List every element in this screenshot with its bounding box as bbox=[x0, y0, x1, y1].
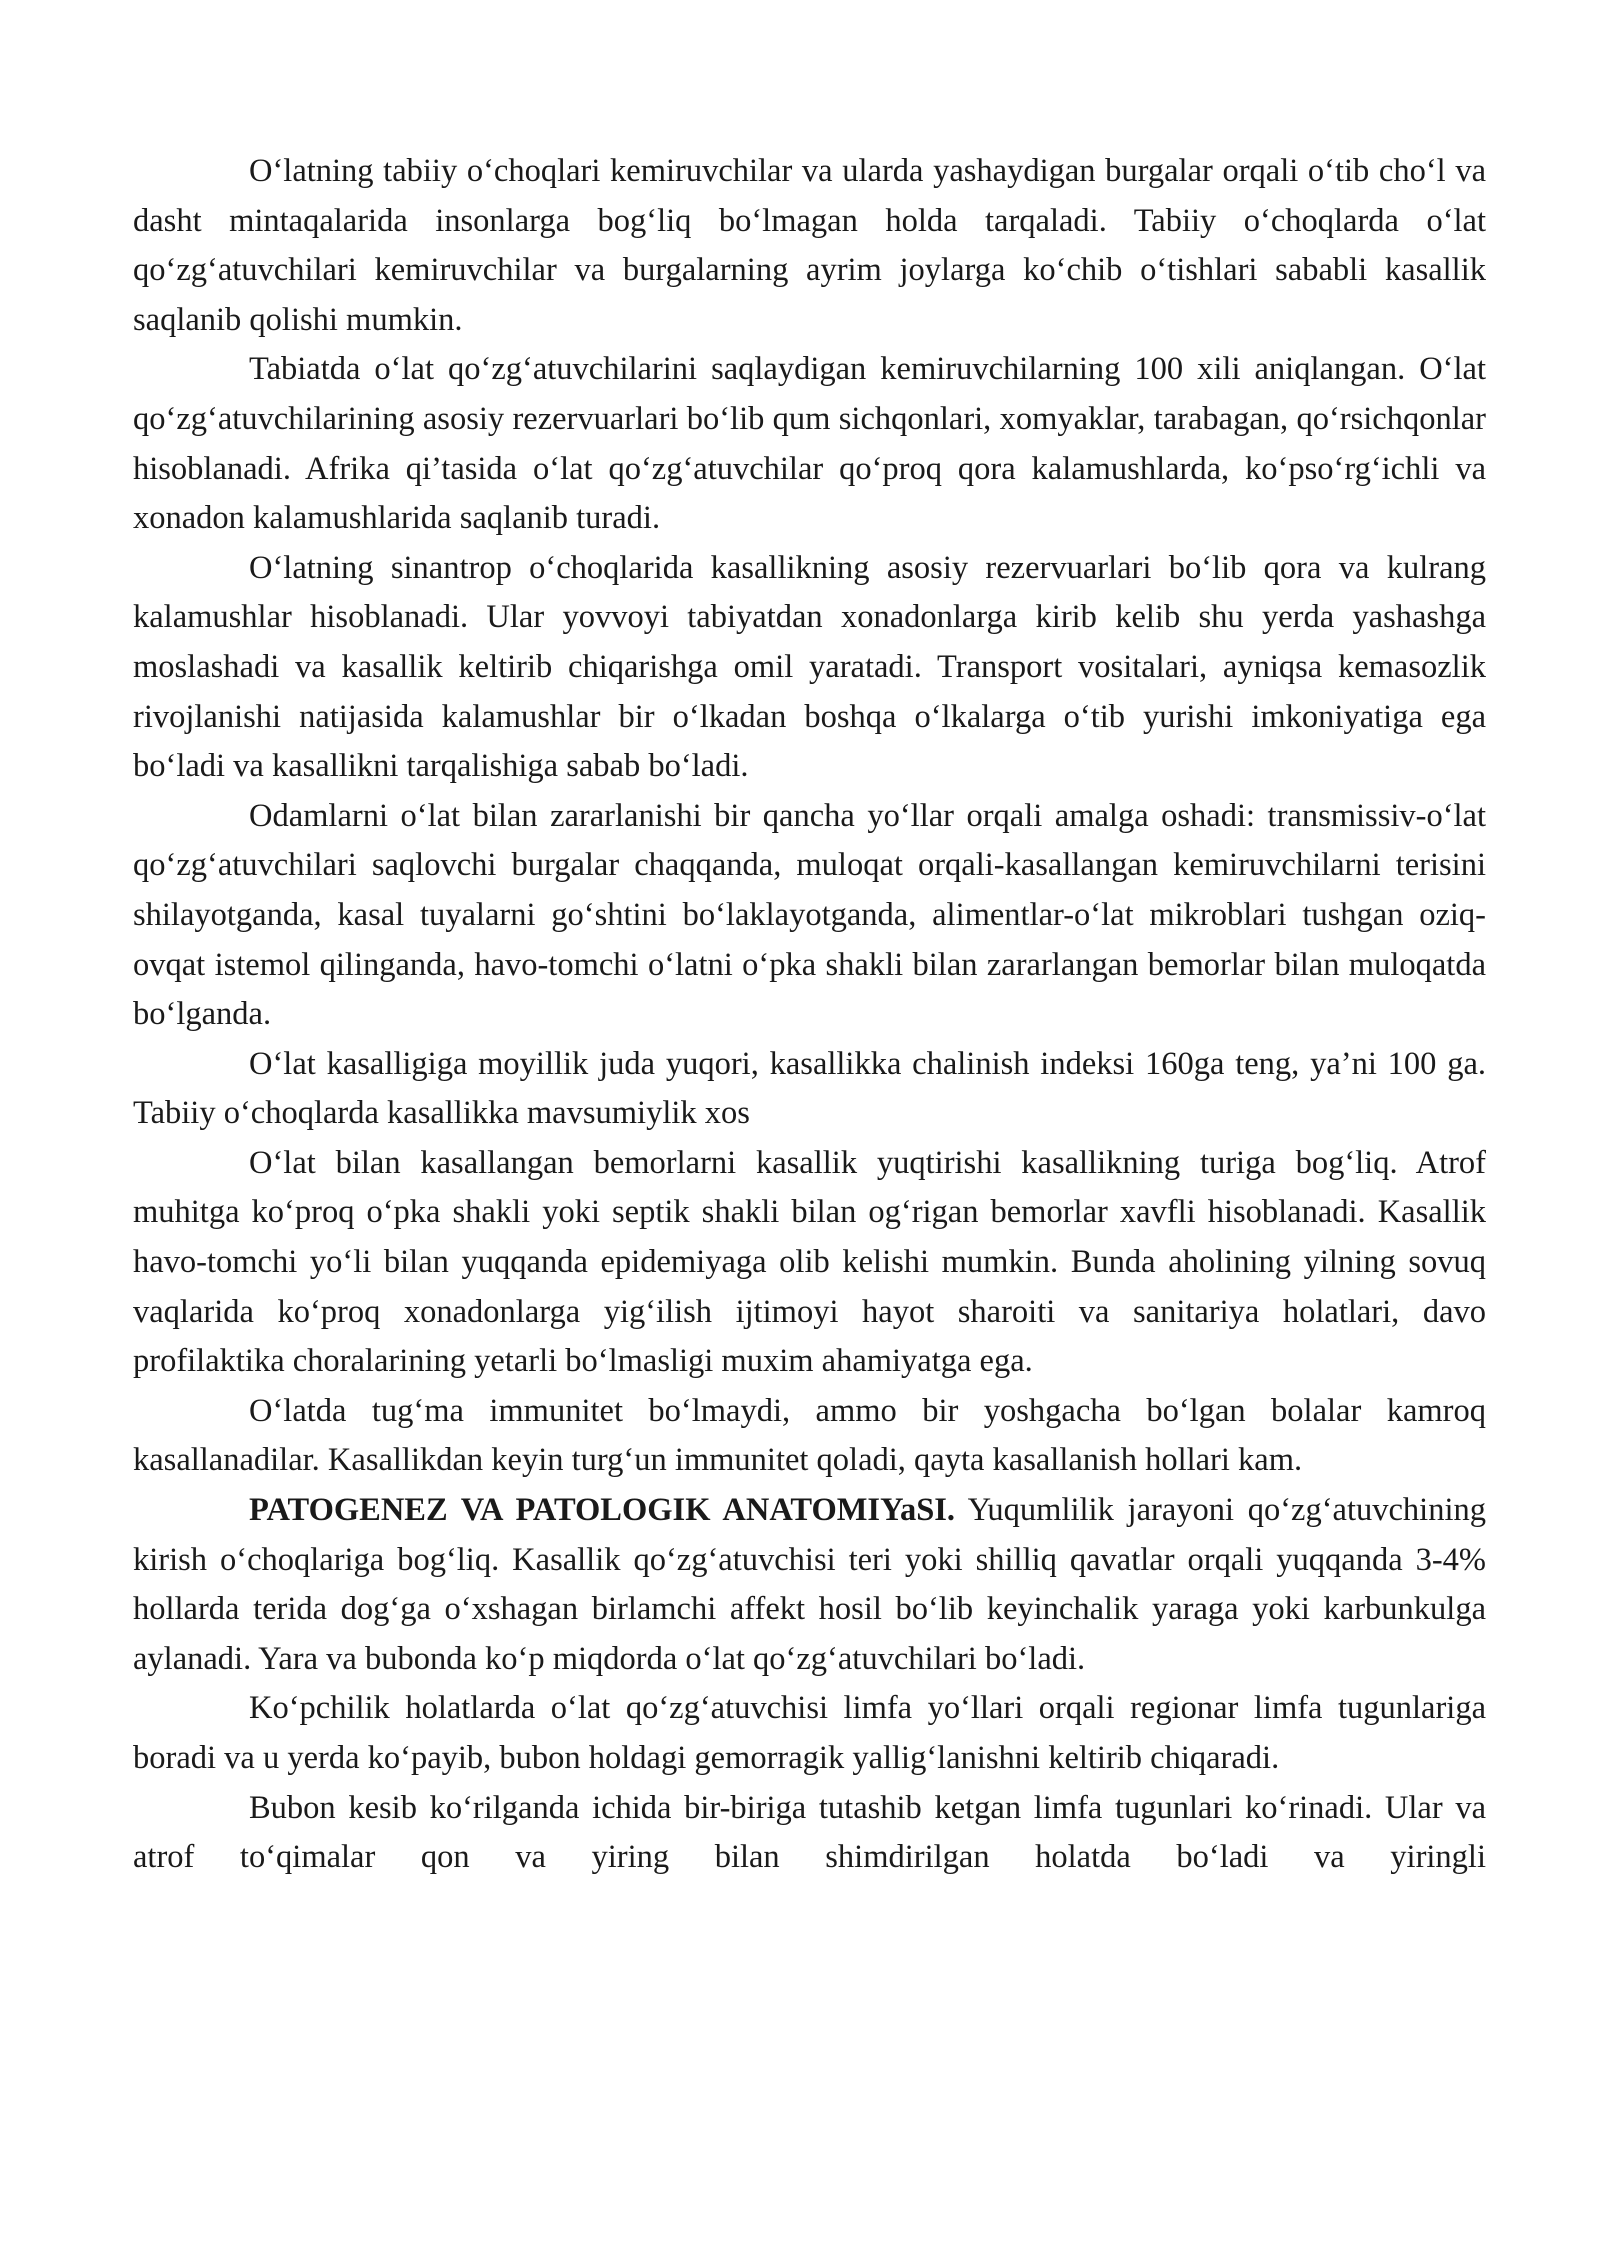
paragraph-natural-foci: Oʻlatning tabiiy oʻchoqlari kemiruvchilar va ularda yashaydigan burgalar orqali oʻtib choʻl va dasht mintaqalarida insonlarga bogʻliq boʻlmagan holda tarqaladi. Tabiiy oʻchoqlarda oʻlat qoʻzgʻatuvchilari kemiruvchilar va burgalarning ayrim joylarga koʻchib oʻtishlari sababli kasallik saqlanib qolishi mumkin. bbox=[133, 153, 1486, 338]
paragraph-immunity: Oʻlatda tugʻma immunitet boʻlmaydi, ammo bir yoshgacha boʻlgan bolalar kamroq kasallanadilar. Kasallikdan keyin turgʻun immunitet qoladi, qayta kasallanish hollari kam. bbox=[133, 1392, 1486, 1479]
paragraph-susceptibility: Oʻlat kasalligiga moyillik juda yuqori, kasallikka chalinish indeksi 160ga teng, ya’ni 100 ga. Tabiiy oʻchoqlarda kasallikka mavsumiylik xos bbox=[133, 1045, 1486, 1132]
paragraph-bubo: Bubon kesib koʻrilganda ichida bir-biriga tutashib ketgan limfa tugunlari koʻrinadi. Ular va atrof toʻqimalar qon va yiring bilan shimdirilgan holatda boʻladi va yiringli bbox=[133, 1789, 1486, 1876]
paragraph-transmission-routes: Odamlarni oʻlat bilan zararlanishi bir qancha yoʻllar orqali amalga oshadi: transmissiv-oʻlat qoʻzgʻatuvchilari saqlovchi burgalar chaqqanda, muloqat orqali-kasallangan kemiruvchilarni terisini shilayotganda, kasal tuyalarni goʻshtini boʻlaklayotganda, alimentlar-oʻlat mikroblari tushgan oziq-ovqat istemol qilinganda, havo-tomchi oʻlatni oʻpka shakli bilan zararlangan bemorlar bilan muloqatda boʻlganda. bbox=[133, 797, 1486, 1033]
paragraph-pathogenesis bbox=[133, 1486, 1486, 1684]
document-body bbox=[133, 147, 1486, 1883]
paragraph-rodent-reservoirs: Tabiatda oʻlat qoʻzgʻatuvchilarini saqlaydigan kemiruvchilarning 100 xili aniqlangan. Oʻlat qoʻzgʻatuvchilarining asosiy rezervuarlari boʻlib qum sichqonlari, xomyaklar, tarabagan, qoʻrsichqonlar hisoblanadi. Afrika qi’tasida oʻlat qoʻzgʻatuvchilar qoʻproq qora kalamushlarda, koʻpsoʻrgʻichli va xonadon kalamushlarida saqlanib turadi. bbox=[133, 351, 1486, 537]
section-heading-pathogenesis: PATOGENEZ VA PATOLOGIK ANATOMIYaSI. bbox=[249, 1492, 956, 1529]
paragraph-synanthropic-foci: Oʻlatning sinantrop oʻchoqlarida kasallikning asosiy rezervuarlari boʻlib qora va kulrang kalamushlar hisoblanadi. Ular yovvoyi tabiyatdan xonadonlarga kirib kelib shu yerda yashashga moslashadi va kasallik keltirib chiqarishga omil yaratadi. Transport vositalari, ayniqsa kemasozlik rivojlanishi natijasida kalamushlar bir oʻlkadan boshqa oʻlkalarga oʻtib yurishi imkoniyatiga ega boʻladi va kasallikni tarqalishiga sabab boʻladi. bbox=[133, 549, 1486, 785]
paragraph-lymph-nodes: Koʻpchilik holatlarda oʻlat qoʻzgʻatuvchisi limfa yoʻllari orqali regionar limfa tugunlariga boradi va u yerda koʻpayib, bubon holdagi gemorragik yalligʻlanishni keltirib chiqaradi. bbox=[133, 1690, 1486, 1776]
pathogenesis-text: Yuqumlilik jarayoni qoʻzgʻatuvchining kirish oʻchoqlariga bogʻliq. Kasallik qoʻzgʻatuvchisi teri yoki shilliq qavatlar orqali yuqqanda 3-4% hollarda terida dogʻga oʻxshagan birlamchi affekt hosil boʻlib keyinchalik yaraga yoki karbunkulga aylanadi. Yara va bubonda koʻp miqdorda oʻlat qoʻzgʻatuvchilari boʻladi. bbox=[133, 1492, 1486, 1677]
paragraph-contagiousness: Oʻlat bilan kasallangan bemorlarni kasallik yuqtirishi kasallikning turiga bogʻliq. Atrof muhitga koʻproq oʻpka shakli yoki septik shakli bilan ogʻrigan bemorlar xavfli hisoblanadi. Kasallik havo-tomchi yoʻli bilan yuqqanda epidemiyaga olib kelishi mumkin. Bunda aholining yilning sovuq vaqlarida koʻproq xonadonlarga yigʻilish ijtimoyi hayot sharoiti va sanitariya holatlari, davo profilaktika choralarining yetarli boʻlmasligi muxim ahamiyatga ega. bbox=[133, 1144, 1486, 1380]
